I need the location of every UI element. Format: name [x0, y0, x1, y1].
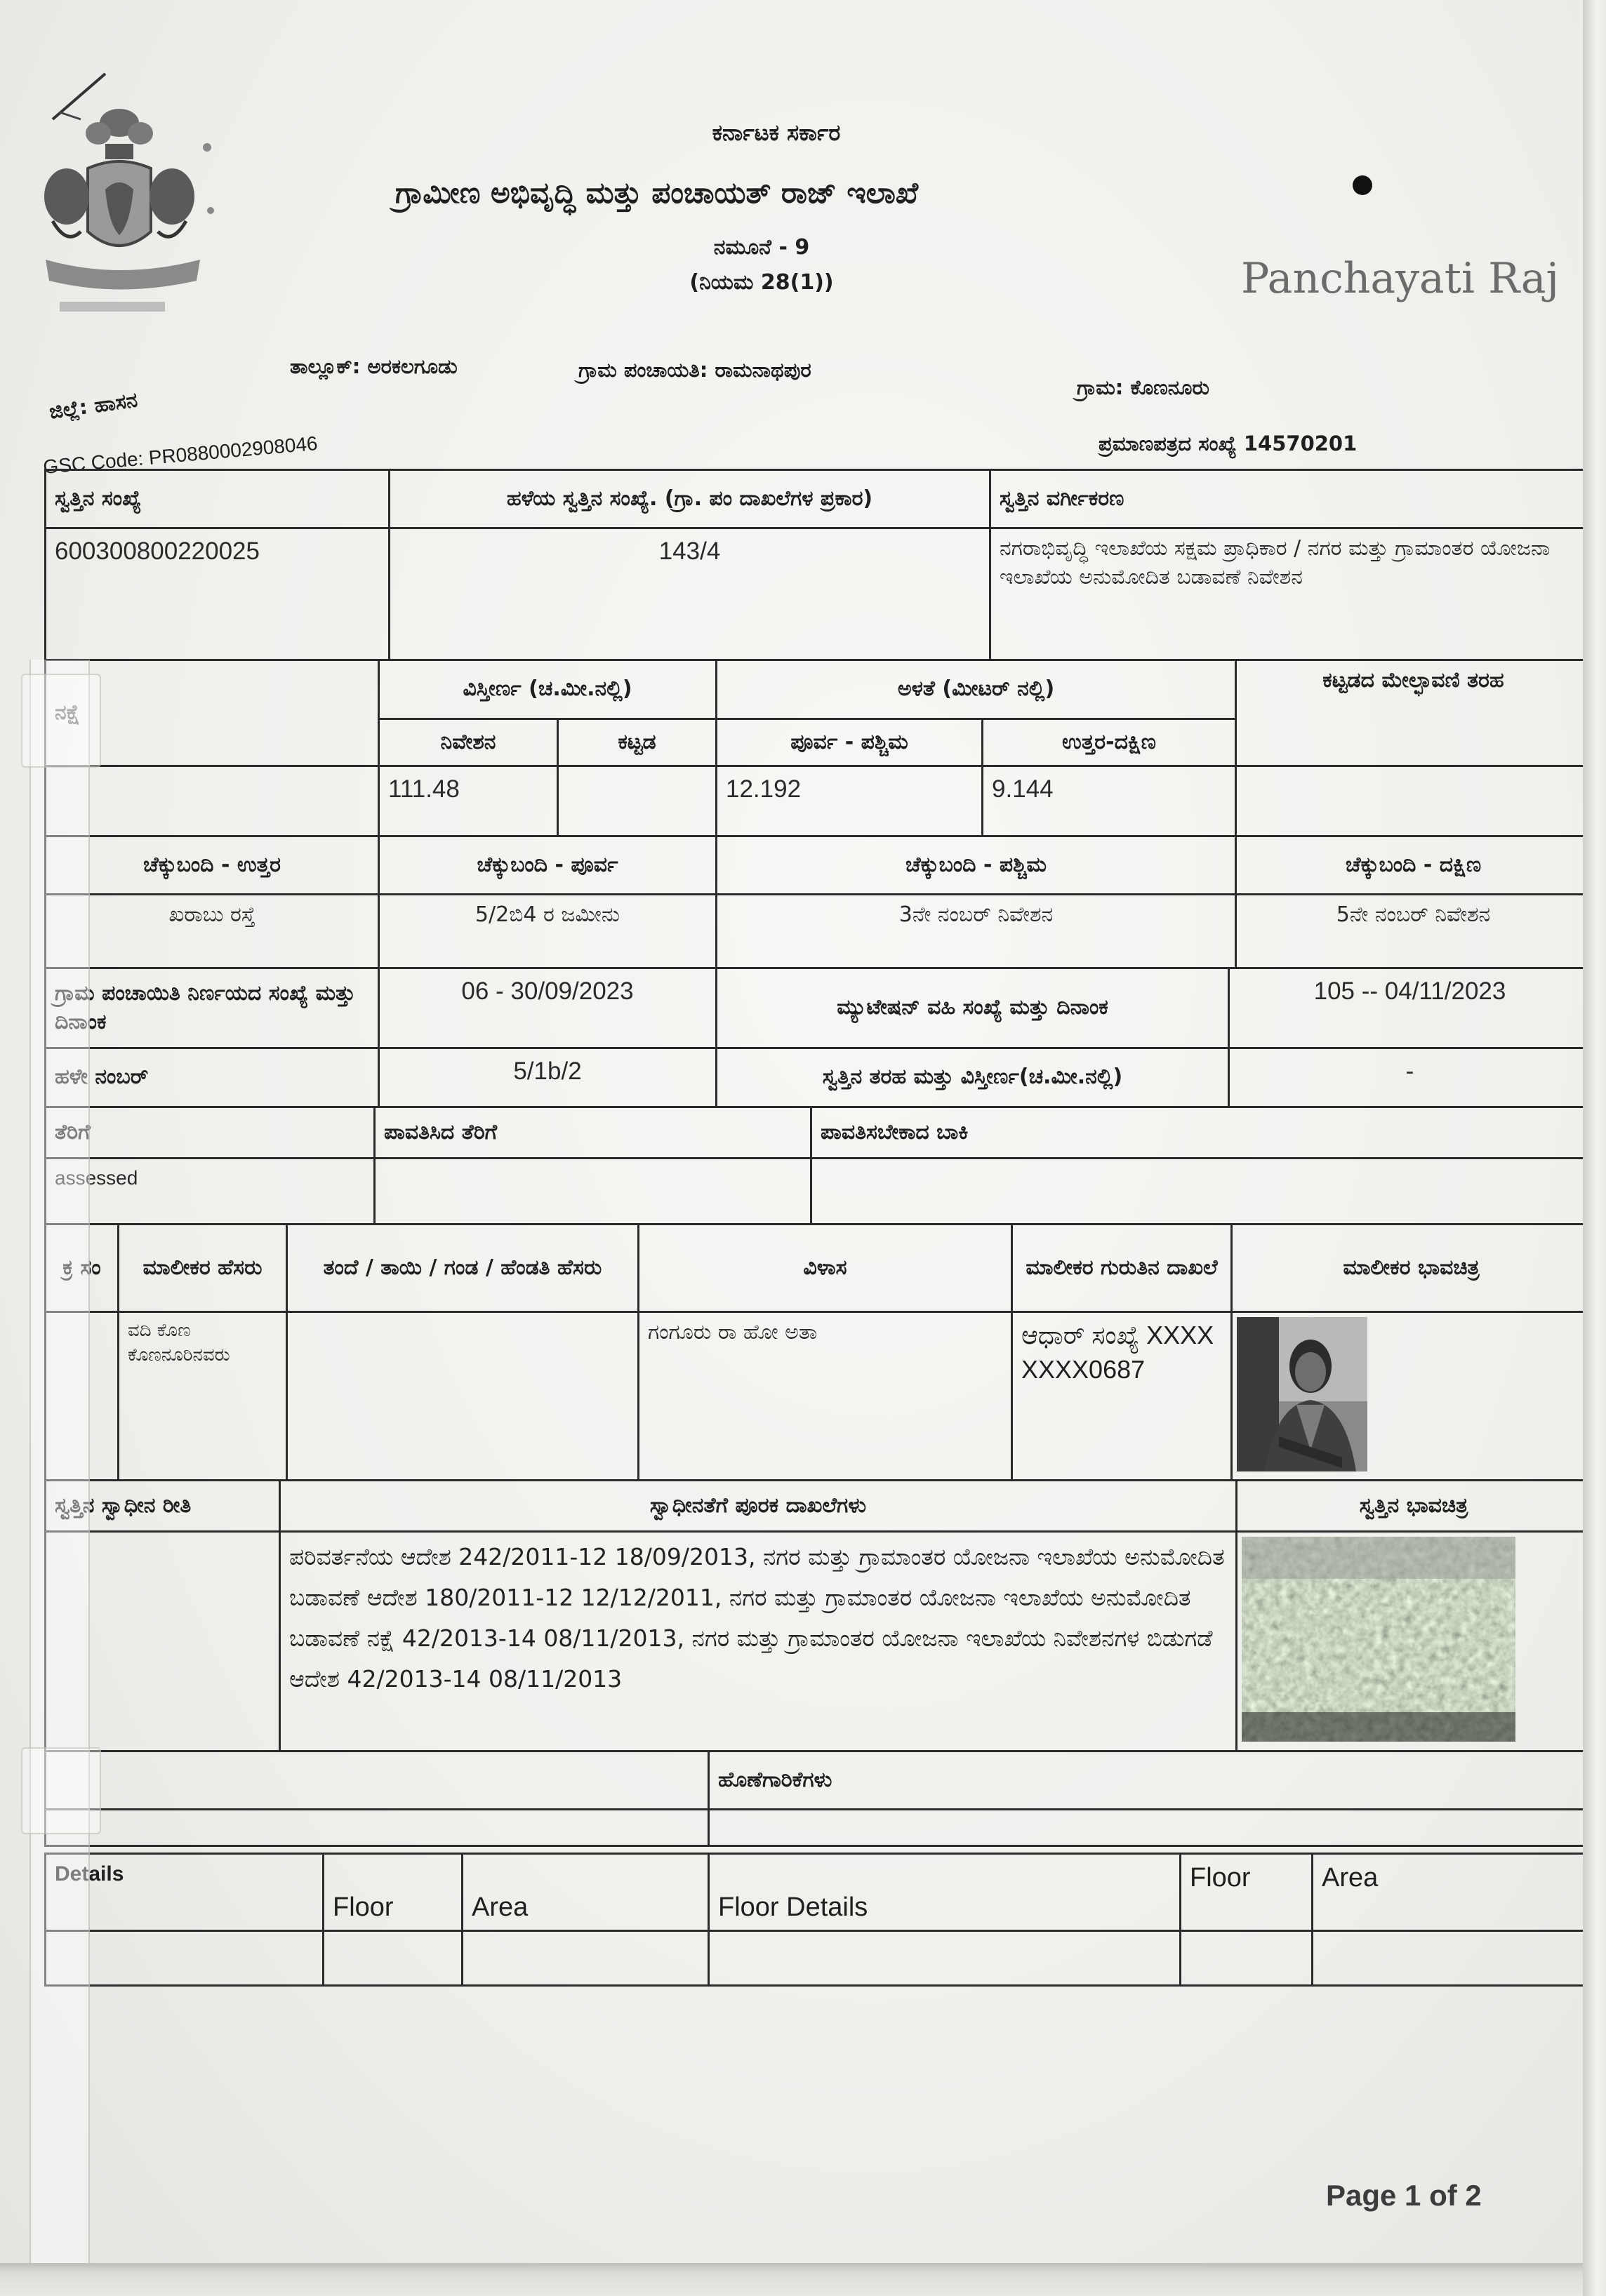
boundary-west-value: 3ನೇ ನಂಬರ್ ನಿವೇಶನ: [717, 895, 1237, 969]
paper-edge-right: [1583, 0, 1606, 2296]
owner-address-value: ಗಂಗೂರು ರಾ ಹೋ ಅತಾ: [639, 1313, 1013, 1481]
property-photo-header: ಸ್ವತ್ತಿನ ಭಾವಚಿತ್ರ: [1237, 1481, 1583, 1533]
area-header-right: Area: [1313, 1855, 1583, 1932]
dimensions-table: [44, 659, 1583, 837]
building-subheader: ಕಟ್ಟಡ: [559, 720, 717, 767]
map-cell: [46, 767, 380, 837]
boundary-south-header: ಚೆಕ್ಕುಬಂದಿ - ದಕ್ಷಿಣ: [1237, 837, 1583, 895]
property-no-header: ಸ್ವತ್ತಿನ ಸಂಖ್ಯೆ: [46, 471, 390, 529]
roof-type-value: [1237, 767, 1583, 837]
owner-photo: [1237, 1317, 1367, 1471]
details-header: Details: [46, 1855, 324, 1932]
tax-paid-value: [376, 1159, 812, 1225]
owner-photo-cell: [1233, 1313, 1583, 1481]
tax-due-header: ಪಾವತಿಸಬೇಕಾದ ಬಾಕಿ: [812, 1108, 1583, 1159]
liabilities-left-cell: [46, 1752, 710, 1810]
property-photo: [1242, 1537, 1515, 1742]
boundary-east-header: ಚೆಕ್ಕುಬಂದಿ - ಪೂರ್ವ: [380, 837, 717, 895]
certificate-number: ಪ್ರಮಾಣಪತ್ರದ ಸಂಖ್ಯೆ 14570201: [1099, 432, 1358, 455]
area-value-left: [463, 1932, 710, 1987]
north-south-subheader: ಉತ್ತರ-ದಕ್ಷಿಣ: [983, 720, 1237, 767]
district-label: ಜಿಲ್ಲೆ: ಹಾಸನ: [48, 387, 139, 424]
north-south-value: 9.144: [983, 767, 1237, 837]
area-value-right: [1313, 1932, 1583, 1987]
tape-strip: [29, 660, 90, 2263]
owner-col-relative: ತಂದೆ / ತಾಯಿ / ಗಂಡ / ಹೆಂಡತಿ ಹೆಸರು: [288, 1225, 639, 1313]
map-label: ನಕ್ಷೆ: [46, 661, 380, 767]
punch-dot: [1353, 175, 1372, 195]
tax-status-value: assessed: [46, 1159, 376, 1225]
area-header: ವಿಸ್ತೀರ್ಣ (ಚ.ಮೀ.ನಲ್ಲಿ): [380, 661, 717, 720]
boundary-north-value: ಖರಾಬು ರಸ್ತೆ: [46, 895, 380, 969]
department-title: ಗ್ರಾಮೀಣ ಅಭಿವೃದ್ಧಿ ಮತ್ತು ಪಂಚಾಯತ್ ರಾಜ್ ಇಲಾಖೆ: [395, 175, 919, 210]
mutation-value: 105 -- 04/11/2023: [1230, 969, 1583, 1049]
floor-details-header: Floor Details: [710, 1855, 1181, 1932]
government-title: ಕರ್ನಾಟಕ ಸರ್ಕಾರ: [712, 119, 841, 146]
property-type-area-value: -: [1230, 1049, 1583, 1108]
tax-table: [44, 1106, 1583, 1225]
possession-documents-value: ಪರಿವರ್ತನೆಯ ಆದೇಶ 242/2011-12 18/09/2013, ನಗರ ಮತ್ತು ಗ್ರಾಮಾಂತರ ಯೋಜನಾ ಇಲಾಖೆಯ ಅನುಮೋದಿತ ಬಡಾವಣೆ ಆದೇಶ 180/2011-12 12/12/2011, ನಗರ ಮತ್ತು ಗ್ರಾಮಾಂತರ ಯೋಜನಾ ಇಲಾಖೆಯ ಅನುಮೋದಿತ ಬಡಾವಣೆ ನಕ್ಷೆ 42/2013-14 08/11/2013, ನಗರ ಮತ್ತು ಗ್ರಾಮಾಂತರ ಯೋಜನಾ ಇಲಾಖೆಯ ನಿವೇಶನಗಳ ಬಿಡುಗಡೆ ಆದೇಶ 42/2013-14 08/11/2013: [281, 1533, 1237, 1752]
property-id-table: [44, 469, 1583, 661]
boundary-south-value: 5ನೇ ನಂಬರ್ ನಿವೇಶನ: [1237, 895, 1583, 969]
owner-id-value: ಆಧಾರ್ ಸಂಖ್ಯೆ XXXXXXXX0687: [1013, 1313, 1233, 1481]
karnataka-emblem-icon: [39, 70, 256, 337]
panchayati-raj-watermark: Panchayati Raj: [1241, 254, 1560, 303]
form-number: ನಮೂನೆ - 9: [713, 235, 810, 260]
liabilities-header: ಹೊಣೆಗಾರಿಕೆಗಳು: [710, 1752, 1583, 1810]
property-type-area-label: ಸ್ವತ್ತಿನ ತರಹ ಮತ್ತು ವಿಸ್ತೀರ್ಣ(ಚ.ಮೀ.ನಲ್ಲಿ): [717, 1049, 1230, 1108]
classification-value: ನಗರಾಭಿವೃದ್ಧಿ ಇಲಾಖೆಯ ಸಕ್ಷಮ ಪ್ರಾಧಿಕಾರ / ನಗರ ಮತ್ತು ಗ್ರಾಮಾಂತರ ಯೋಜನಾ ಇಲಾಖೆಯ ಅನುಮೋದಿತ ಬಡಾವಣೆ ನಿವೇಶನ: [991, 529, 1583, 661]
floor-value-left: [324, 1932, 463, 1987]
boundary-east-value: 5/2ಬಿ4 ರ ಜಮೀನು: [380, 895, 717, 969]
tax-paid-header: ಪಾವತಿಸಿದ ತೆರಿಗೆ: [376, 1108, 812, 1159]
area-header-left: Area: [463, 1855, 710, 1932]
gram-panchayat-label: ಗ್ರಾಮ ಪಂಚಾಯತಿ: ರಾಮನಾಥಪುರ: [578, 358, 811, 382]
owner-name-value: ವದಿ ಕೊಣ ಕೊಣನೂರಿನವರು: [119, 1313, 288, 1481]
old-number-value: 5/1b/2: [380, 1049, 717, 1108]
classification-header: ಸ್ವತ್ತಿನ ವರ್ಗೀಕರಣ: [991, 471, 1583, 529]
tax-due-value: [812, 1159, 1583, 1225]
owner-relative-value: [288, 1313, 639, 1481]
liabilities-left-value: [46, 1810, 710, 1847]
property-no-value: 600300800220025: [46, 529, 390, 661]
taluk-label: ತಾಲ್ಲೂಕ್: ಅರಕಲಗೂಡು: [290, 354, 458, 378]
floor-details-table: [44, 1853, 1583, 1987]
gsc-code: GSC Code: PR0880002908046: [42, 432, 319, 479]
roof-type-header: ಕಟ್ಟಡದ ಮೇಲ್ಛಾವಣಿ ತರಹ: [1237, 661, 1583, 767]
possession-mode-header: ಸ್ವತ್ತಿನ ಸ್ವಾಧೀನ ರೀತಿ: [46, 1481, 281, 1533]
owner-col-name: ಮಾಲೀಕರ ಹೆಸರು: [119, 1225, 288, 1313]
boundary-west-header: ಚೆಕ್ಕುಬಂದಿ - ಪಶ್ಚಿಮ: [717, 837, 1237, 895]
paper-edge-bottom: [0, 2263, 1583, 2296]
measurement-header: ಅಳತೆ (ಮೀಟರ್ ನಲ್ಲಿ): [717, 661, 1237, 720]
page-number: Page 1 of 2: [1326, 2179, 1482, 2212]
site-subheader: ನಿವೇಶನ: [380, 720, 559, 767]
building-area-value: [559, 767, 717, 837]
owner-col-sl: ಕ್ರ ಸಂ: [46, 1225, 119, 1313]
east-west-subheader: ಪೂರ್ವ - ಪಶ್ಚಿಮ: [717, 720, 983, 767]
resolution-value: 06 - 30/09/2023: [380, 969, 717, 1049]
possession-documents-header: ಸ್ವಾಧೀನತೆಗೆ ಪೂರಕ ದಾಖಲೆಗಳು: [281, 1481, 1237, 1533]
old-property-no-header: ಹಳೆಯ ಸ್ವತ್ತಿನ ಸಂಖ್ಯೆ. (ಗ್ರಾ. ಪಂ ದಾಖಲೆಗಳ ಪ್ರಕಾರ): [390, 471, 991, 529]
mutation-label: ಮ್ಯುಟೇಷನ್ ವಹಿ ಸಂಖ್ಯೆ ಮತ್ತು ದಿನಾಂಕ: [717, 969, 1230, 1049]
boundary-north-header: ಚೆಕ್ಕುಬಂದಿ - ಉತ್ತರ: [46, 837, 380, 895]
owner-col-id: ಮಾಲೀಕರ ಗುರುತಿನ ದಾಖಲೆ: [1013, 1225, 1233, 1313]
old-property-no-value: 143/4: [390, 529, 991, 661]
floor-header-right: Floor: [1181, 1855, 1313, 1932]
boundaries-table: [44, 835, 1583, 969]
east-west-value: 12.192: [717, 767, 983, 837]
owner-col-photo: ಮಾಲೀಕರ ಭಾವಚಿತ್ರ: [1233, 1225, 1583, 1313]
tape-fold-top: [21, 674, 101, 768]
owner-col-address: ವಿಳಾಸ: [639, 1225, 1013, 1313]
tape-fold-bottom: [21, 1747, 101, 1834]
floor-details-value: [710, 1932, 1181, 1987]
records-table: [44, 967, 1583, 1108]
site-area-value: 111.48: [380, 767, 559, 837]
liabilities-value: [710, 1810, 1583, 1847]
property-photo-cell: [1237, 1533, 1583, 1752]
possession-table: [44, 1479, 1583, 1752]
floor-value-right: [1181, 1932, 1313, 1987]
tax-label: ತೆರಿಗೆ: [46, 1108, 376, 1159]
liabilities-table: [44, 1750, 1583, 1847]
owners-table: [44, 1223, 1583, 1481]
rule-reference: (ನಿಯಮ 28(1)): [689, 270, 834, 295]
floor-header-left: Floor: [324, 1855, 463, 1932]
old-number-label: ಹಳೇ ನಂಬರ್: [46, 1049, 380, 1108]
village-label: ಗ್ರಾಮ: ಕೊಣನೂರು: [1077, 375, 1209, 399]
resolution-label: ಗ್ರಾಮ ಪಂಚಾಯಿತಿ ನಿರ್ಣಯದ ಸಂಖ್ಯೆ ಮತ್ತು ದಿನಾಂಕ: [46, 969, 380, 1049]
